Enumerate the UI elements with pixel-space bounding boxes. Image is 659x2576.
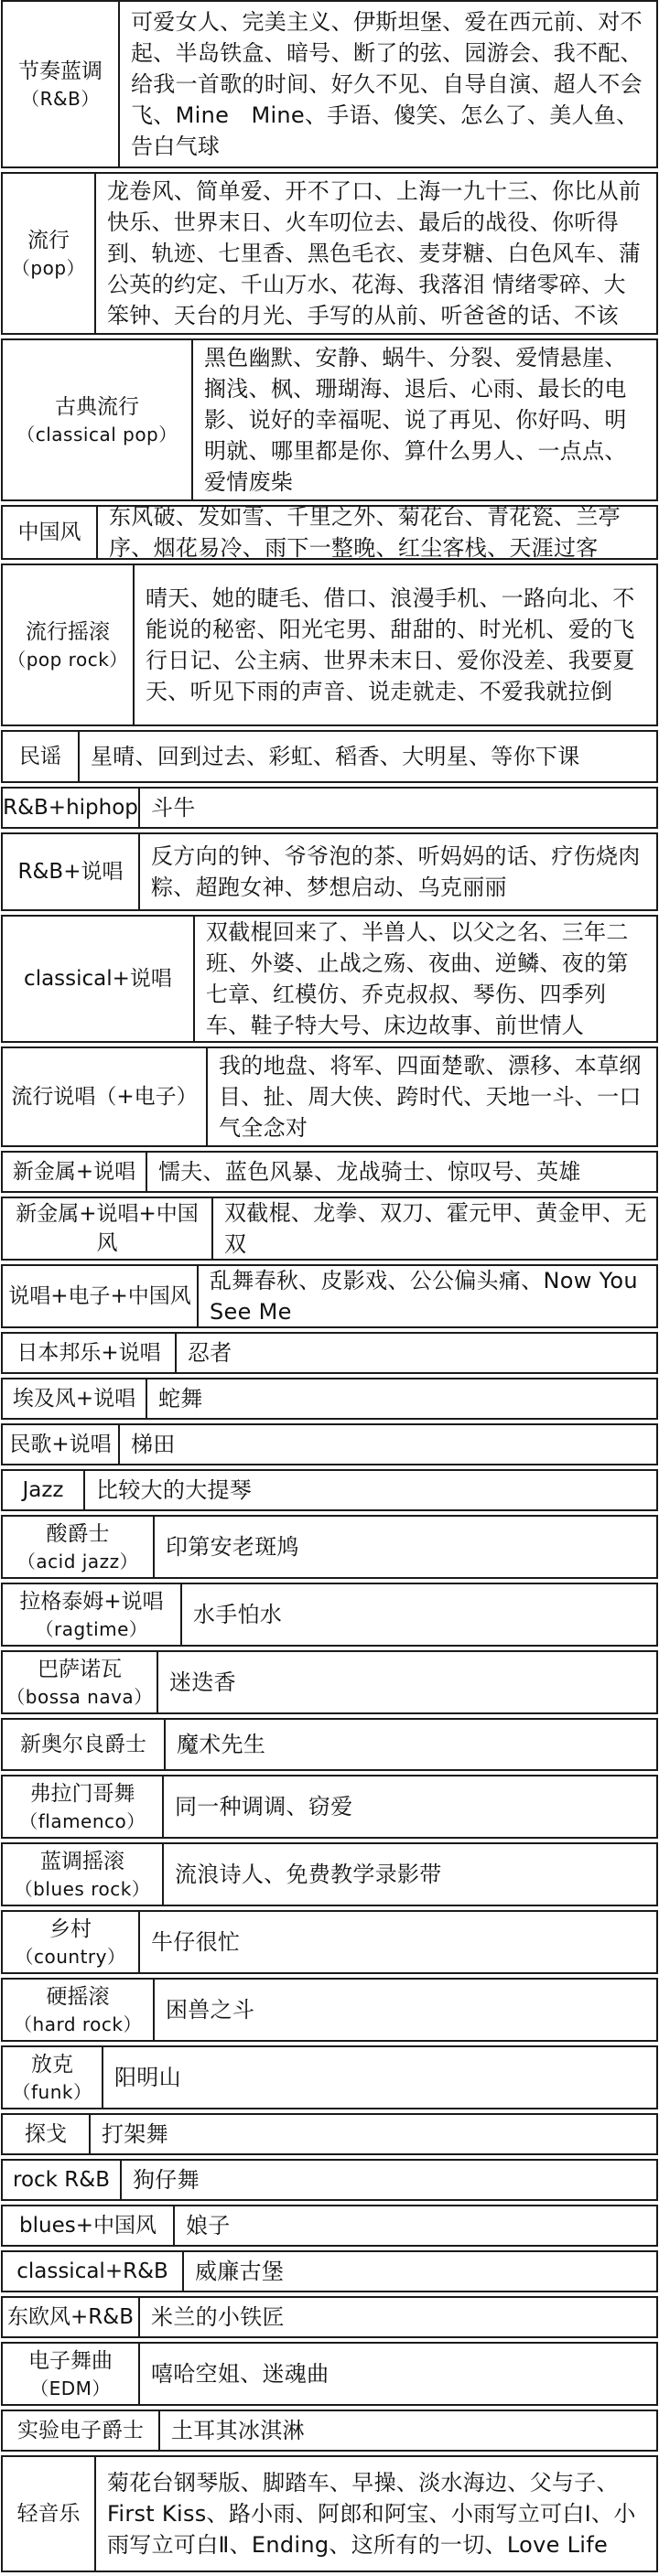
genre-cell <box>3 1471 85 1509</box>
genre-cell <box>3 2344 140 2404</box>
genre-sublabel: （hard rock） <box>14 2013 142 2035</box>
genre-sublabel: （blues rock） <box>14 1878 151 1900</box>
songs-cell <box>91 2115 656 2153</box>
song-list: 东风破、发如雪、千里之外、菊花台、青花瓷、兰亭序、烟花易冷、雨下一整晚、红尘客栈、天涯过客 <box>109 504 621 561</box>
table-row <box>1 1910 658 1974</box>
songs-cell <box>184 2252 656 2291</box>
genre-cell <box>3 174 96 333</box>
songs-cell <box>120 2 656 166</box>
table-row <box>1 2455 658 2572</box>
genre-cell <box>3 1720 166 1769</box>
table-row <box>1 1583 658 1647</box>
genre-label: 东欧风+R&B <box>7 2305 134 2329</box>
genre-cell <box>3 1334 177 1372</box>
genre-label: 新奥尔良爵士 <box>20 1733 146 1756</box>
table-row <box>1 2205 658 2247</box>
table-row <box>1 2045 658 2109</box>
genre-label: 流行说唱（+电子） <box>11 1085 198 1109</box>
song-list: 狗仔舞 <box>133 2167 200 2193</box>
table-row <box>1 1775 658 1839</box>
genre-cell <box>3 1048 208 1145</box>
songs-cell <box>195 917 656 1041</box>
song-list: 魔术先生 <box>177 1732 266 1757</box>
genre-label: 硬摇滚 <box>46 1985 110 2009</box>
genre-sublabel: （pop） <box>11 257 86 279</box>
genre-cell <box>3 917 195 1041</box>
songs-cell <box>98 504 656 561</box>
songs-cell <box>160 2411 656 2450</box>
genre-label: Jazz <box>22 1478 64 1502</box>
songs-cell <box>140 2298 656 2336</box>
song-list: 娘子 <box>186 2213 231 2238</box>
genre-label: 探戈 <box>25 2122 67 2146</box>
song-list: 阳明山 <box>114 2065 181 2090</box>
table-row <box>1 0 658 168</box>
genre-label: 中国风 <box>17 521 81 544</box>
genre-label: rock R&B <box>13 2168 110 2192</box>
song-list: 星晴、回到过去、彩虹、稻香、大明星、等你下课 <box>91 744 580 769</box>
genre-label: 实验电子爵士 <box>17 2419 144 2442</box>
genre-cell <box>3 1980 155 2040</box>
song-list: 双截棍回来了、半兽人、以父之名、三年二班、外婆、止战之殇、夜曲、逆鳞、夜的第七章、红模仿、乔克叔叔、琴伤、四季列车、鞋子特大号、床边故事、前世情人 <box>206 919 629 1038</box>
songs-cell <box>96 2457 656 2571</box>
song-list: 牛仔很忙 <box>151 1929 241 1955</box>
song-list: 忍者 <box>188 1340 232 1366</box>
songs-cell <box>120 1425 656 1464</box>
genre-label: 民谣 <box>19 745 61 768</box>
genre-cell <box>3 2161 122 2199</box>
genre-cell <box>3 1198 213 1259</box>
genre-cell <box>3 1266 199 1326</box>
song-list: 懦夫、蓝色风暴、龙战骑士、惊叹号、英雄 <box>158 1159 581 1185</box>
genre-label: 流行摇滚 <box>26 620 110 644</box>
table-row <box>1 1718 658 1771</box>
genre-label: R&B+说唱 <box>17 860 124 884</box>
table-row <box>1 1151 658 1193</box>
genre-label: 乡村 <box>49 1917 92 1941</box>
song-list: 龙卷风、简单爱、开不了口、上海一九十三、你比从前快乐、世界末日、火车叨位去、最后的战役、你听得到、轨迹、七里香、黑色毛衣、麦芽糖、白色风车、蒲公英的约定、千山万水、花海、我落泪 情绪零碎、大笨钟、天台的月光、手写的从前、听爸爸的话、不该 <box>107 178 642 328</box>
table-row <box>1 915 658 1043</box>
genre-cell <box>3 2457 96 2571</box>
songs-cell <box>122 2161 656 2199</box>
genre-cell <box>3 2047 103 2108</box>
genre-sublabel: （flamenco） <box>19 1810 146 1832</box>
songs-cell <box>158 1652 656 1712</box>
genre-label: 拉格泰姆+说唱 <box>19 1590 164 1614</box>
song-list: 同一种调调、窃爱 <box>175 1794 353 1819</box>
genre-sublabel: （acid jazz） <box>16 1551 139 1572</box>
table-row <box>1 2159 658 2201</box>
genre-cell <box>3 1844 164 1905</box>
genre-cell <box>3 1652 158 1712</box>
genre-cell <box>3 2411 160 2450</box>
songs-cell <box>140 1912 656 1972</box>
songs-cell <box>80 732 656 781</box>
songs-cell <box>155 1517 656 1577</box>
genre-label: 古典流行 <box>55 395 139 419</box>
table-row <box>1 2342 658 2406</box>
genre-cell <box>3 1912 140 1972</box>
songs-cell <box>208 1048 656 1145</box>
table-row <box>1 2296 658 2338</box>
genre-label: 民歌+说唱 <box>9 1433 112 1456</box>
song-list: 黑色幽默、安静、蜗牛、分裂、爱情悬崖、搁浅、枫、珊瑚海、退后、心雨、最长的电影、说好的幸福呢、说了再见、你好吗、明明就、哪里都是你、算什么男人、一点点、爱情废柴 <box>204 345 627 495</box>
table-row <box>1 1842 658 1906</box>
genre-label: 蓝调摇滚 <box>40 1850 124 1873</box>
genre-cell <box>3 2115 91 2153</box>
table-row <box>1 832 658 911</box>
table-row <box>1 1378 658 1420</box>
song-list: 比较大的大提琴 <box>96 1477 253 1503</box>
genre-label: 电子舞曲 <box>28 2349 113 2373</box>
songs-cell <box>164 1776 656 1837</box>
song-list: 困兽之斗 <box>166 1997 255 2023</box>
song-list: 可爱女人、完美主义、伊斯坦堡、爱在西元前、对不起、半岛铁盒、暗号、断了的弦、园游会、我不配、给我一首歌的时间、好久不见、自导自演、超人不会飞、Mine Mine、手语、傻笑、怎么了、美人鱼、告白气球 <box>131 9 643 159</box>
songs-cell <box>140 789 656 827</box>
table-row <box>1 1650 658 1714</box>
table-row <box>1 338 658 501</box>
genre-label: 轻音乐 <box>16 2502 81 2526</box>
genre-sublabel: （EDM） <box>30 2377 111 2399</box>
table-row <box>1 787 658 829</box>
genre-label: 流行 <box>27 229 70 252</box>
genre-label: 弗拉门哥舞 <box>29 1782 135 1806</box>
song-list: 流浪诗人、免费教学录影带 <box>175 1862 442 1887</box>
songs-cell <box>135 565 656 724</box>
genre-label: 放克 <box>31 2053 73 2077</box>
genre-label: 新金属+说唱+中国风 <box>16 1202 199 1255</box>
songs-cell <box>140 834 656 909</box>
table-row <box>1 564 658 726</box>
song-list: 双截棍、龙拳、双刀、霍元甲、黄金甲、无双 <box>224 1200 647 1257</box>
genre-label: R&B+hiphop <box>3 796 138 820</box>
genre-sublabel: （R&B） <box>21 88 100 110</box>
genre-sublabel: （funk） <box>12 2081 92 2103</box>
genre-cell <box>3 340 193 499</box>
songs-cell <box>213 1198 656 1259</box>
genre-label: 日本邦乐+说唱 <box>16 1341 161 1365</box>
songs-cell <box>182 1584 656 1645</box>
genre-cell <box>3 1153 147 1191</box>
songs-cell <box>199 1266 656 1326</box>
genre-label: blues+中国风 <box>19 2214 157 2238</box>
genre-label: 节奏蓝调 <box>18 59 103 83</box>
songs-cell <box>85 1471 656 1509</box>
genre-song-table <box>1 0 658 2572</box>
genre-cell <box>3 2252 184 2291</box>
songs-cell <box>177 1334 656 1372</box>
songs-cell <box>103 2047 656 2108</box>
table-row <box>1 1978 658 2042</box>
genre-label: 酸爵士 <box>46 1522 110 1546</box>
song-list: 土耳其冰淇淋 <box>171 2418 305 2443</box>
genre-label: 说唱+电子+中国风 <box>8 1284 191 1308</box>
song-list: 斗牛 <box>151 795 196 821</box>
songs-cell <box>155 1980 656 2040</box>
table-row <box>1 1423 658 1465</box>
table-row <box>1 2410 658 2452</box>
song-list: 菊花台钢琴版、脚踏车、早操、淡水海边、父与子、First Kiss、路小雨、阿郎和阿宝、小雨写立可白Ⅰ、小雨写立可白Ⅱ、Ending、这所有的一切、Love Life <box>107 2470 636 2558</box>
song-list: 米兰的小铁匠 <box>151 2304 285 2330</box>
genre-cell <box>3 507 98 558</box>
songs-cell <box>166 1720 656 1769</box>
songs-cell <box>147 1379 656 1418</box>
genre-label: classical+R&B <box>16 2259 168 2283</box>
genre-sublabel: （bossa nava） <box>6 1686 153 1708</box>
table-row <box>1 1515 658 1579</box>
song-list: 迷迭香 <box>169 1669 236 1695</box>
table-row <box>1 1046 658 1147</box>
song-list: 晴天、她的睫毛、借口、浪漫手机、一路向北、不能说的秘密、阳光宅男、甜甜的、时光机、爱的飞行日记、公主病、世界未末日、爱你没差、我要夏天、听见下雨的声音、说走就走、不爱我就拉倒 <box>146 585 635 704</box>
song-list: 印第安老斑鸠 <box>166 1534 299 1560</box>
songs-cell <box>140 2344 656 2404</box>
genre-sublabel: （country） <box>15 1946 126 1968</box>
table-row <box>1 1264 658 1328</box>
table-row <box>1 172 658 335</box>
songs-cell <box>96 174 656 333</box>
table-row <box>1 1469 658 1511</box>
genre-sublabel: （pop rock） <box>7 649 128 671</box>
genre-cell <box>3 789 140 827</box>
song-list: 反方向的钟、爷爷泡的茶、听妈妈的话、疗伤烧肉粽、超跑女神、梦想启动、乌克丽丽 <box>151 843 641 900</box>
genre-label: 新金属+说唱 <box>12 1160 136 1184</box>
genre-cell <box>3 2206 175 2245</box>
songs-cell <box>193 340 656 499</box>
table-row <box>1 1332 658 1374</box>
table-row <box>1 505 658 560</box>
table-row <box>1 730 658 783</box>
genre-label: 巴萨诺瓦 <box>38 1658 122 1681</box>
genre-cell <box>3 2 120 166</box>
genre-cell <box>3 1517 155 1577</box>
table-row <box>1 1197 658 1261</box>
genre-sublabel: （classical pop） <box>16 424 178 445</box>
song-list: 嘻哈空姐、迷魂曲 <box>151 2361 330 2387</box>
song-list: 威廉古堡 <box>195 2259 285 2284</box>
song-list: 我的地盘、将军、四面楚歌、漂移、本草纲目、扯、周大侠、跨时代、天地一斗、一口气全念对 <box>219 1053 642 1141</box>
genre-cell <box>3 1776 164 1837</box>
genre-sublabel: （ragtime） <box>35 1618 148 1640</box>
genre-cell <box>3 834 140 909</box>
genre-label: classical+说唱 <box>24 967 172 991</box>
song-list: 蛇舞 <box>158 1386 203 1411</box>
song-list: 梯田 <box>131 1432 176 1457</box>
songs-cell <box>164 1844 656 1905</box>
song-list: 打架舞 <box>102 2121 168 2147</box>
genre-cell <box>3 1379 147 1418</box>
genre-cell <box>3 565 135 724</box>
table-row <box>1 2250 658 2292</box>
songs-cell <box>147 1153 656 1191</box>
songs-cell <box>175 2206 656 2245</box>
genre-cell <box>3 1584 182 1645</box>
table-row <box>1 2113 658 2155</box>
genre-label: 埃及风+说唱 <box>12 1387 136 1411</box>
genre-cell <box>3 2298 140 2336</box>
genre-cell <box>3 1425 120 1464</box>
genre-cell <box>3 732 80 781</box>
song-list: 水手怕水 <box>193 1602 283 1627</box>
song-list: 乱舞春秋、皮影戏、公公偏头痛、Now You See Me <box>210 1268 638 1325</box>
